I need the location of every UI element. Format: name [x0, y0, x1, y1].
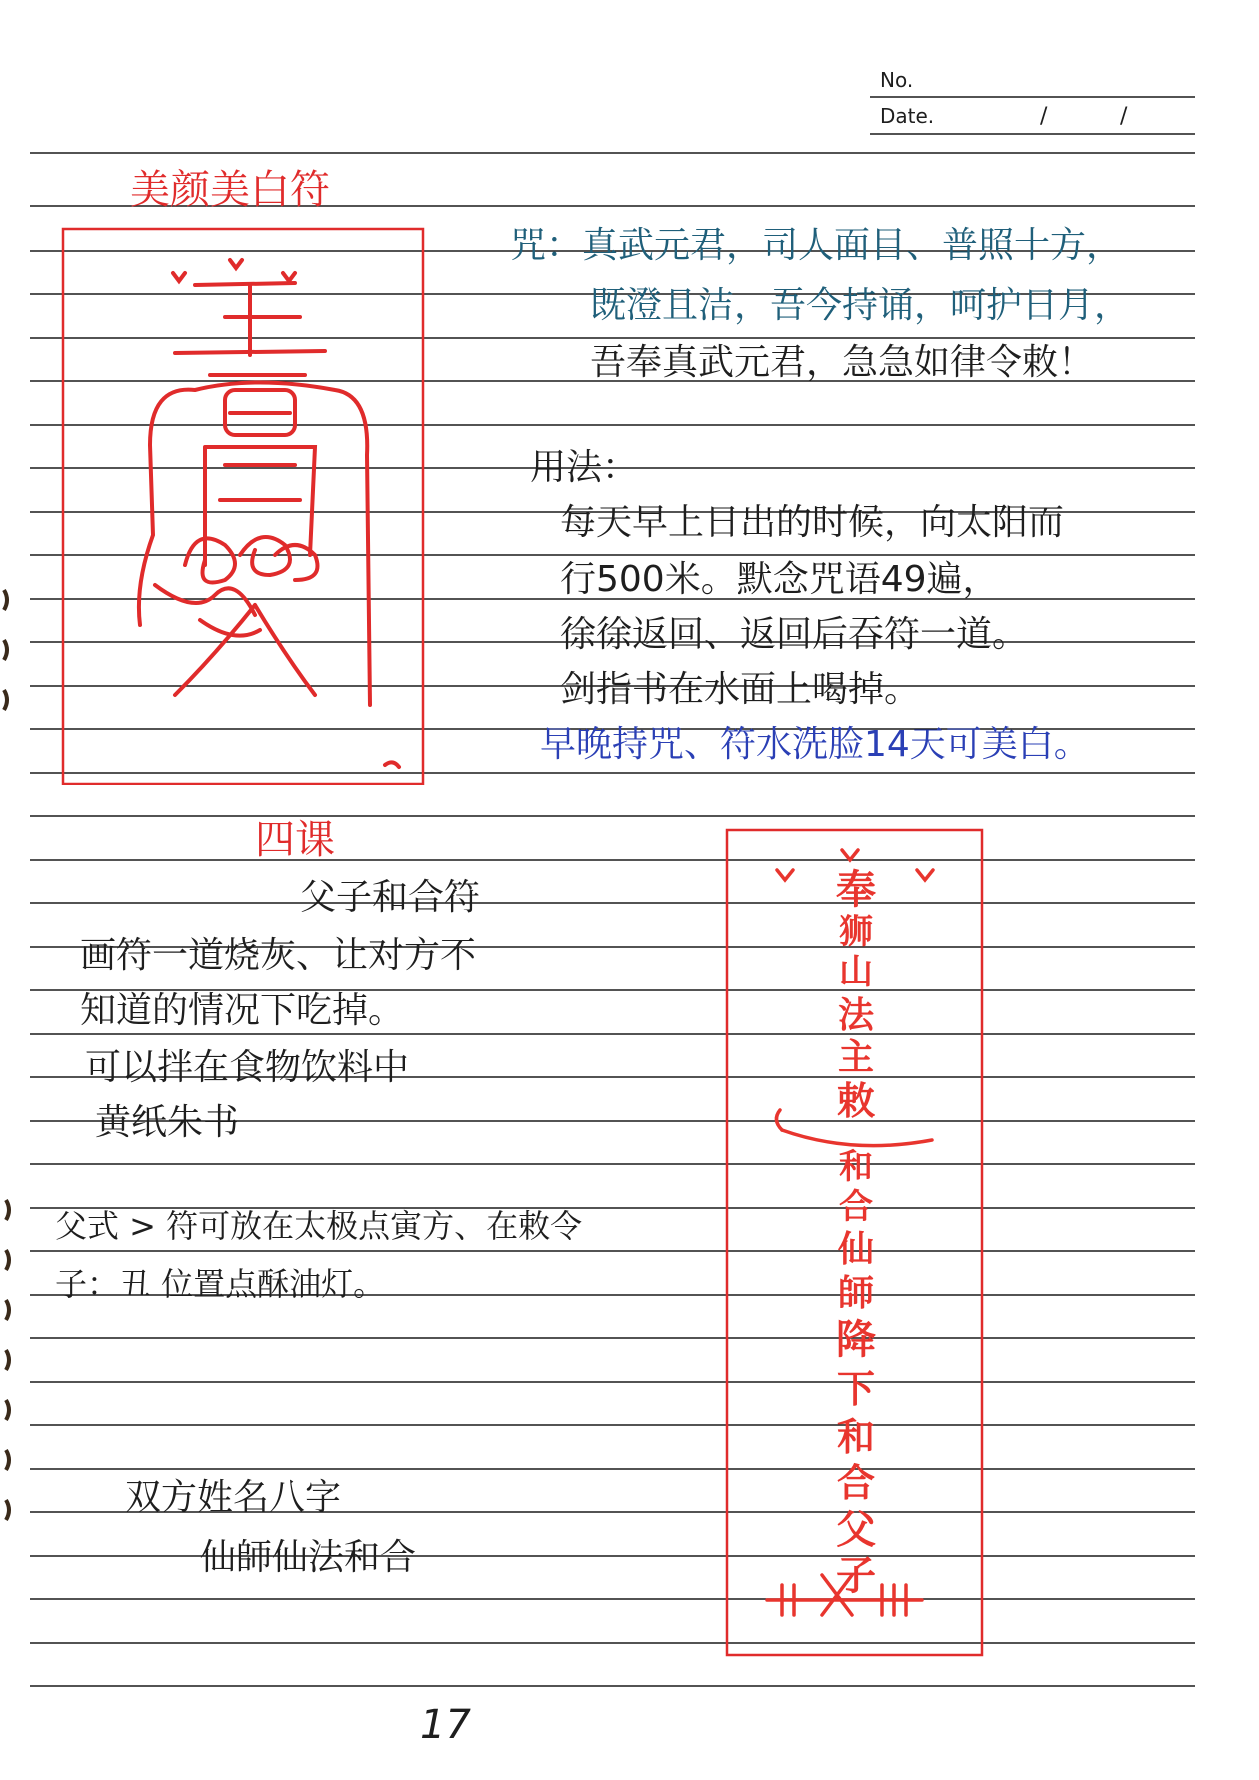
usage-title: 用法： — [530, 447, 639, 488]
talisman-char: 合 — [836, 1461, 875, 1505]
chant-line: 咒：真武元君，司人面目、普照十方， — [510, 225, 1123, 266]
talisman-char: 山 — [839, 952, 873, 992]
instruction-line: 知道的情况下吃掉。 — [80, 990, 405, 1031]
note-line: 父式 > 符可放在太极点寅方、在敕令 — [55, 1207, 583, 1245]
names-line: 仙師仙法和合 — [200, 1537, 417, 1578]
usage-line: 行500米。默念咒语49遍， — [560, 559, 999, 600]
page-number: 17 — [420, 1702, 471, 1748]
talisman-char: 敕 — [836, 1079, 875, 1123]
talisman-char: 下 — [836, 1367, 875, 1411]
talisman-char: 父 — [836, 1507, 876, 1553]
no-label: No. — [880, 68, 914, 92]
chant-line: 吾奉真武元君，急急如律令敕！ — [590, 342, 1095, 383]
section-title-beauty: 美颜美白符 — [130, 167, 330, 213]
talisman-name: 父子和合符 — [300, 877, 481, 918]
talisman-char: 和 — [836, 1415, 875, 1459]
usage-line: 徐徐返回、返回后吞符一道。 — [560, 614, 1029, 655]
talisman-char: 主 — [837, 1037, 874, 1078]
chant-line: 既澄且洁，吾今持诵，呵护日月， — [590, 285, 1131, 326]
talisman-char: 狮 — [839, 912, 873, 952]
talisman-char: 和 — [839, 1147, 873, 1187]
talisman-char: 仙 — [837, 1229, 874, 1270]
note-line: 子：丑 位置点酥油灯。 — [55, 1265, 386, 1303]
date-label: Date. — [880, 104, 935, 128]
talisman-char: 師 — [837, 1273, 874, 1314]
date-separator: / — [1120, 104, 1128, 129]
usage-line: 每天早上日出的时候，向太阳而 — [560, 502, 1065, 543]
talisman-char: 奉 — [836, 867, 876, 913]
names-line: 双方姓名八字 — [125, 1477, 342, 1518]
talisman-char: 降 — [836, 1317, 876, 1363]
date-separator: / — [1040, 104, 1048, 129]
beauty-talisman — [55, 225, 435, 785]
instruction-line: 黄纸朱书 — [95, 1102, 240, 1143]
talisman-char: 子 — [836, 1553, 876, 1599]
section-title-lesson-four: 四课 — [255, 817, 335, 863]
usage-line: 早晚持咒、符水洗脸14天可美白。 — [540, 724, 1090, 765]
usage-line: 剑指书在水面上喝掉。 — [560, 669, 921, 710]
instruction-line: 画符一道烧灰、让对方不 — [80, 935, 477, 976]
talisman-char: 法 — [837, 995, 874, 1036]
talisman-char: 合 — [839, 1187, 873, 1227]
instruction-line: 可以拌在食物饮料中 — [85, 1047, 410, 1088]
